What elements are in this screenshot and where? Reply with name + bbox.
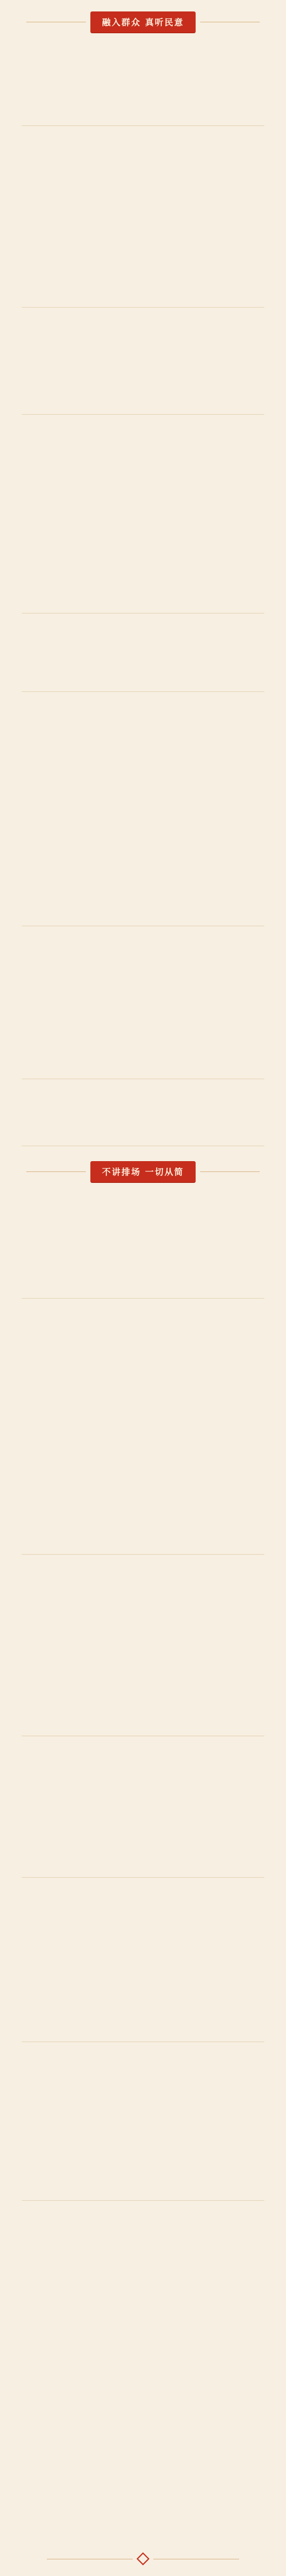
paragraph-2-3 xyxy=(22,1555,264,1736)
paragraph-2-1 xyxy=(22,1190,264,1299)
paragraph-1-6 xyxy=(22,692,264,926)
paragraph-2-2 xyxy=(22,1299,264,1555)
paragraph-1-5 xyxy=(22,613,264,692)
section-header-2 xyxy=(22,1161,264,1182)
paragraph-1-4 xyxy=(22,415,264,613)
paragraph-2-4 xyxy=(22,1736,264,1878)
paragraph-1-3 xyxy=(22,308,264,415)
knot-icon xyxy=(137,2553,150,2566)
paragraph-1-2 xyxy=(22,126,264,308)
footer-ornament xyxy=(0,2554,286,2563)
paragraph-1-7 xyxy=(22,926,264,1079)
section-header-1 xyxy=(22,11,264,33)
paragraph-2-5 xyxy=(22,1878,264,2042)
paragraph-1-8 xyxy=(22,1079,264,1146)
paragraph-1-1 xyxy=(22,41,264,126)
section-banner-1: 融入群众 真听民意 xyxy=(90,11,195,33)
paragraph-2-6 xyxy=(22,2042,264,2201)
section-banner-2: 不讲排场 一切从简 xyxy=(90,1161,195,1182)
